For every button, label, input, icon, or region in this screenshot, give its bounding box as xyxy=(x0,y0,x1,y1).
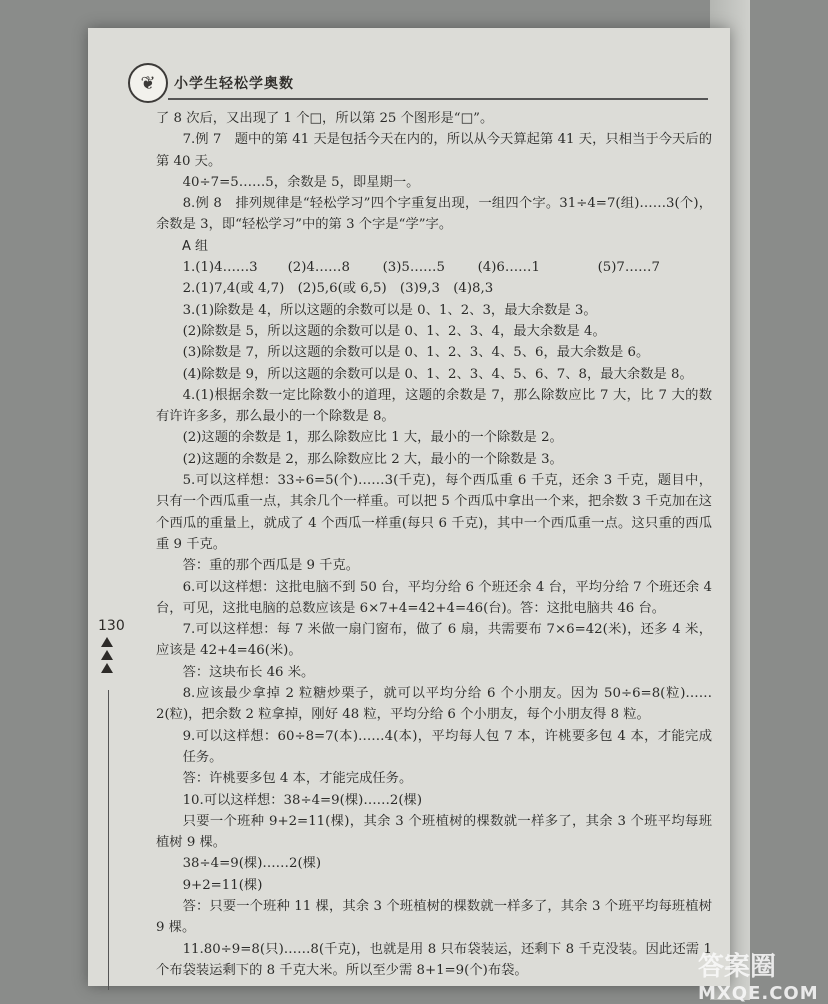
text-line: (2)除数是 5，所以这题的余数可以是 0、1、2、3、4，最大余数是 4。 xyxy=(182,323,606,339)
text-line: 只要一个班种 9+2=11(棵)，其余 3 个班植树的棵数就一样多了，其余 3 个班平均每班植树 9 棵。 xyxy=(156,813,712,851)
text-line: (3)除数是 7，所以这题的余数可以是 0、1、2、3、4、5、6，最大余数是 6。 xyxy=(182,345,650,361)
group-heading: A 组 xyxy=(182,238,209,254)
answer-row-1 xyxy=(156,257,712,278)
answer-item: (2)4……8 xyxy=(287,260,350,276)
text-line: 11.80÷9=8(只)……8(千克)，也就是用 8 只布袋装运，还剩下 8 千克没装。因此还需 1 个布袋装运剩下的 8 千克大米。所以至少需 8+1=9(个)布袋。 xyxy=(156,941,712,978)
answer-item: (3)5……5 xyxy=(382,260,445,276)
rabbit-logo-icon: ❦ xyxy=(128,63,168,103)
book-page xyxy=(88,28,819,1004)
text-line: 7.例 7 题中的第 41 天是包括今天在内的，所以从今天算起第 41 天，只相当于今天后的第 40 天。 xyxy=(156,132,712,169)
text-line: 5.可以这样想：33÷6=5(个)……3(千克)，每个西瓜重 6 千克，还余 3 千克，题目中，只有一个西瓜重一点，其余几个一样重。可以把 5 个西瓜中拿出一个来，把余数 3 千克加在这个西瓜的重量上，就成了 4 个西瓜一样重(每只 6 千克)，其中一个西瓜重一点。这只重的西瓜重 9 千克。 xyxy=(156,473,712,552)
answer-item: (5)7……7 xyxy=(597,260,660,276)
triangle-icon xyxy=(101,663,113,673)
series-title: 小学生轻松学奥数 xyxy=(174,76,294,92)
margin-line xyxy=(108,690,109,990)
text-line: 了 8 次后，又出现了 1 个□，所以第 25 个图形是“□”。 xyxy=(156,111,494,126)
text-line: 9.可以这样想：60÷8=7(本)……4(本)，平均每人包 7 本，许桃要多包 4 本，才能完成任务。 xyxy=(182,728,712,765)
text-line: 答：这块布长 46 米。 xyxy=(182,664,315,680)
text-line: (2)这题的余数是 2，那么除数应比 2 大，最小的一个除数是 3。 xyxy=(182,451,563,467)
watermark-url: MXQE.COM xyxy=(698,983,819,1004)
text-line: 9+2=11(棵) xyxy=(182,877,263,893)
answer-item: 1.(1)4……3 xyxy=(182,260,258,276)
triangle-icon xyxy=(101,637,113,647)
page-number: 130 xyxy=(98,618,125,634)
text-line: 40÷7=5……5，余数是 5，即星期一。 xyxy=(182,174,420,190)
answer-item: (4)6……1 xyxy=(477,260,540,276)
text-line: 6.可以这样想：这批电脑不到 50 台，平均分给 6 个班还余 4 台，平均分给 7 个班还余 4 台，可见，这批电脑的总数应该是 6×7+4=42+4=46(台)。答：这批电脑共 46 台。 xyxy=(156,579,712,616)
text-line: 答：许桃要多包 4 本，才能完成任务。 xyxy=(182,771,413,787)
text-line: 4.(1)根据余数一定比除数小的道理，这题的余数是 7，那么除数应比 7 大，比 7 大的数有许许多多，那么最小的一个除数是 8。 xyxy=(156,387,712,425)
page-header xyxy=(128,66,294,100)
text-line: 3.(1)除数是 4，所以这题的余数可以是 0、1、2、3，最大余数是 3。 xyxy=(182,302,597,318)
answer-text xyxy=(156,108,712,981)
text-line: 7.可以这样想：每 7 米做一扇门窗布，做了 6 扇，共需要布 7×6=42(米)，还多 4 米，应该是 42+4=46(米)。 xyxy=(156,622,712,659)
text-line: 10.可以这样想：38÷4=9(棵)……2(棵) xyxy=(182,792,423,808)
triangle-icon xyxy=(101,650,113,660)
text-line: (2)这题的余数是 1，那么除数应比 1 大，最小的一个除数是 2。 xyxy=(182,430,563,446)
text-line: 答：只要一个班种 11 棵，其余 3 个班植树的棵数就一样多了，其余 3 个班平均每班植树 9 棵。 xyxy=(156,898,712,936)
header-rule xyxy=(168,98,708,100)
text-line: 8.应该最少拿掉 2 粒糖炒栗子，就可以平均分给 6 个小朋友。因为 50÷6=8(粒)……2(粒)，把余数 2 粒拿掉，刚好 48 粒，平均分给 6 个小朋友，每个小朋友得 8 粒。 xyxy=(156,686,712,723)
text-line: 8.例 8 排列规律是“轻松学习”四个字重复出现，一组四个字。31÷4=7(组)……3(个)，余数是 3，即“轻松学习”中的第 3 个字是“学”字。 xyxy=(156,196,712,233)
watermark xyxy=(698,946,828,1004)
text-line: 38÷4=9(棵)……2(棵) xyxy=(182,856,322,872)
answer-row-2: 2.(1)7,4(或 4,7) (2)5,6(或 6,5) (3)9,3 (4)8,3 xyxy=(182,281,494,297)
page-margin-marker xyxy=(94,618,134,673)
watermark-logo: 答案圈 xyxy=(698,952,777,982)
text-line: (4)除数是 9，所以这题的余数可以是 0、1、2、3、4、5、6、7、8，最大余数是 8。 xyxy=(182,366,693,382)
text-line: 答：重的那个西瓜是 9 千克。 xyxy=(182,558,360,574)
